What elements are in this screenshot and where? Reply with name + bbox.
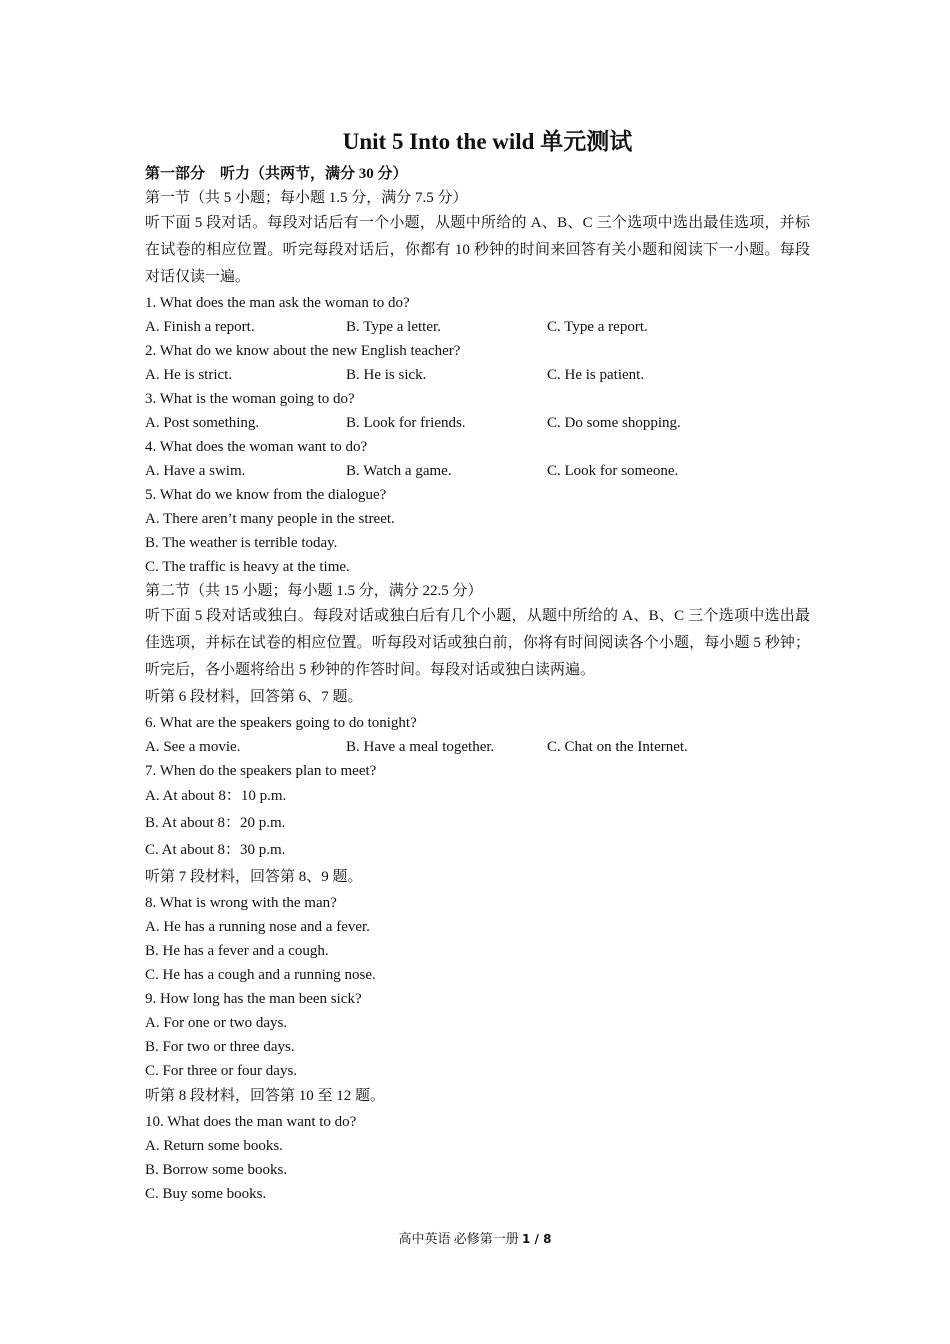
option-c: C. Look for someone. — [547, 463, 679, 479]
material-8-heading: 听第 8 段材料，回答第 10 至 12 题。 — [145, 1088, 386, 1104]
question-2-options — [145, 363, 810, 387]
option-b: B. At about 8：20 p.m. — [145, 815, 286, 831]
option-b: B. He has a fever and a cough. — [145, 943, 329, 959]
document-title: Unit 5 Into the wild 单元测试 — [342, 129, 633, 154]
question-1: 1. What does the man ask the woman to do? — [145, 295, 410, 311]
option-a: A. There aren’t many people in the street. — [145, 511, 395, 527]
option-c: C. For three or four days. — [145, 1063, 298, 1079]
question-3-options — [145, 411, 810, 435]
question-4-options — [145, 459, 810, 483]
option-c: C. Do some shopping. — [547, 415, 681, 431]
question-3: 3. What is the woman going to do? — [145, 391, 355, 407]
question-4: 4. What does the woman want to do? — [145, 439, 368, 455]
part1-heading: 第一部分 听力（共两节，满分 30 分） — [145, 166, 408, 182]
material-6-heading: 听第 6 段材料，回答第 6、7 题。 — [145, 689, 363, 705]
question-2: 2. What do we know about the new English teacher? — [145, 343, 461, 359]
section1-instructions: 听下面 5 段对话。每段对话后有一个小题，从题中所给的 A、B、C 三个选项中选出最佳选项，并标在试卷的相应位置。听完每段对话后，你都有 10 秒钟的时间来回答有关小题和阅读下一小题。每段对话仅读一遍。 — [145, 215, 810, 285]
question-7: 7. When do the speakers plan to meet? — [145, 763, 377, 779]
option-c: C. He is patient. — [547, 367, 645, 383]
option-c: C. The traffic is heavy at the time. — [145, 559, 350, 575]
option-b: B. Type a letter. — [346, 319, 441, 335]
question-10: 10. What does the man want to do? — [145, 1114, 357, 1130]
page-number: 1 / 8 — [522, 1232, 552, 1246]
option-b: B. For two or three days. — [145, 1039, 295, 1055]
option-b: B. Watch a game. — [346, 463, 452, 479]
option-a: A. Finish a report. — [145, 319, 255, 335]
section2-heading: 第二节（共 15 小题；每小题 1.5 分，满分 22.5 分） — [145, 583, 483, 599]
page-content — [145, 128, 810, 1206]
question-6: 6. What are the speakers going to do tonight? — [145, 715, 417, 731]
option-b: B. He is sick. — [346, 367, 427, 383]
option-a: A. He has a running nose and a fever. — [145, 919, 370, 935]
question-6-options — [145, 735, 810, 759]
material-7-heading: 听第 7 段材料，回答第 8、9 题。 — [145, 869, 363, 885]
option-b: B. The weather is terrible today. — [145, 535, 338, 551]
option-a: A. At about 8：10 p.m. — [145, 788, 287, 804]
option-c: C. Buy some books. — [145, 1186, 267, 1202]
page-footer — [0, 1230, 950, 1248]
option-a: A. Return some books. — [145, 1138, 283, 1154]
option-c: C. Chat on the Internet. — [547, 739, 688, 755]
option-a: A. Have a swim. — [145, 463, 246, 479]
section1-heading: 第一节（共 5 小题；每小题 1.5 分，满分 7.5 分） — [145, 190, 468, 206]
question-9: 9. How long has the man been sick? — [145, 991, 362, 1007]
option-a: A. For one or two days. — [145, 1015, 288, 1031]
question-5: 5. What do we know from the dialogue? — [145, 487, 387, 503]
option-a: A. He is strict. — [145, 367, 233, 383]
option-c: C. Type a report. — [547, 319, 648, 335]
question-8: 8. What is wrong with the man? — [145, 895, 337, 911]
option-b: B. Borrow some books. — [145, 1162, 288, 1178]
option-c: C. He has a cough and a running nose. — [145, 967, 376, 983]
option-b: B. Look for friends. — [346, 415, 466, 431]
section2-instructions: 听下面 5 段对话或独白。每段对话或独白后有几个小题，从题中所给的 A、B、C 三个选项中选出最佳选项，并标在试卷的相应位置。听每段对话或独白前，你将有时间阅读各个小题，每小题 5 秒钟；听完后，各小题将给出 5 秒钟的作答时间。每段对话或独白读两遍。 — [145, 608, 810, 678]
option-a: A. See a movie. — [145, 739, 241, 755]
option-b: B. Have a meal together. — [346, 739, 495, 755]
footer-text: 高中英语 必修第一册 — [398, 1231, 523, 1246]
option-a: A. Post something. — [145, 415, 260, 431]
question-1-options — [145, 315, 810, 339]
option-c: C. At about 8：30 p.m. — [145, 842, 286, 858]
